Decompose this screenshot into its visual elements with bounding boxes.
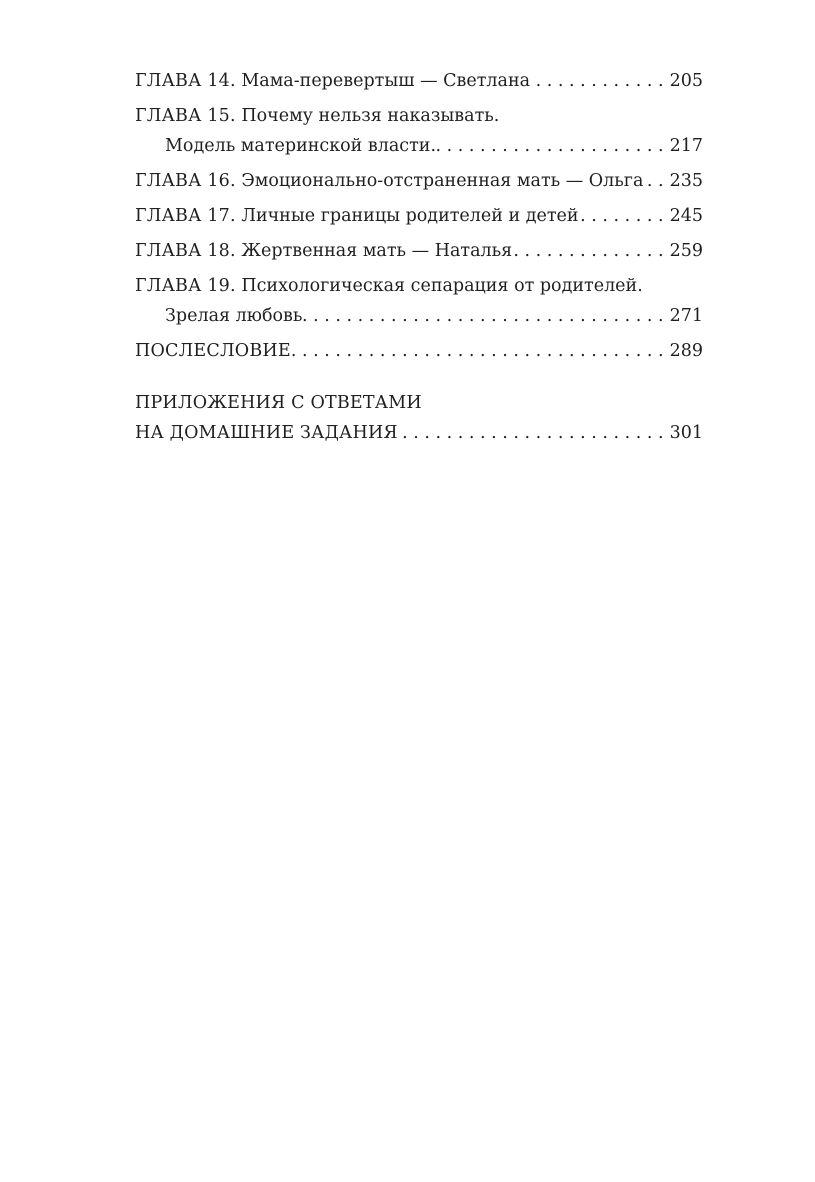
dot-leader — [579, 201, 670, 231]
chapter-title: Эмоционально-отстраненная мать — Ольга — [241, 171, 644, 191]
table-of-contents — [135, 66, 703, 448]
dot-leader — [643, 166, 669, 196]
chapter-title: Мама-перевертыш — Светлана — [241, 71, 531, 91]
toc-entry-chapter-16[interactable] — [135, 166, 703, 196]
toc-entry-appendix[interactable] — [135, 388, 703, 448]
chapter-label: ГЛАВА 18. — [135, 241, 236, 261]
toc-entry-chapter-15[interactable] — [135, 101, 703, 161]
toc-entry-chapter-19[interactable] — [135, 271, 703, 331]
chapter-title-continued: Модель материнской власти. — [165, 136, 437, 156]
dot-leader — [512, 236, 669, 266]
page-number: 259 — [669, 241, 703, 261]
page-number: 301 — [669, 423, 703, 443]
page-number: 289 — [669, 341, 703, 361]
page-number: 271 — [669, 306, 703, 326]
section-label-continued: НА ДОМАШНИЕ ЗАДАНИЯ — [135, 423, 398, 443]
chapter-label: ГЛАВА 19. — [135, 276, 236, 296]
page-number: 245 — [669, 206, 703, 226]
chapter-label: ГЛАВА 17. — [135, 206, 236, 226]
chapter-title: Личные границы родителей и детей — [241, 206, 579, 226]
page-number: 235 — [669, 171, 703, 191]
toc-entry-afterword[interactable] — [135, 336, 703, 366]
chapter-title-continued: Зрелая любовь — [165, 306, 303, 326]
chapter-label: ГЛАВА 16. — [135, 171, 236, 191]
page-number: 217 — [669, 136, 703, 156]
dot-leader — [291, 336, 670, 366]
page-number: 205 — [669, 71, 703, 91]
section-label: ПОСЛЕСЛОВИЕ — [135, 341, 291, 361]
chapter-label: ГЛАВА 14. — [135, 71, 236, 91]
chapter-title: Почему нельзя наказывать. — [241, 106, 500, 126]
dot-leader — [398, 418, 670, 448]
chapter-title: Психологическая сепарация от родителей. — [241, 276, 643, 296]
dot-leader — [530, 66, 670, 96]
chapter-label: ГЛАВА 15. — [135, 106, 236, 126]
section-label: ПРИЛОЖЕНИЯ С ОТВЕТАМИ — [135, 393, 422, 413]
toc-entry-chapter-14[interactable] — [135, 66, 703, 96]
toc-entry-chapter-18[interactable] — [135, 236, 703, 266]
dot-leader — [302, 301, 669, 331]
chapter-title: Жертвенная мать — Наталья — [241, 241, 513, 261]
dot-leader — [436, 131, 670, 161]
toc-entry-chapter-17[interactable] — [135, 201, 703, 231]
